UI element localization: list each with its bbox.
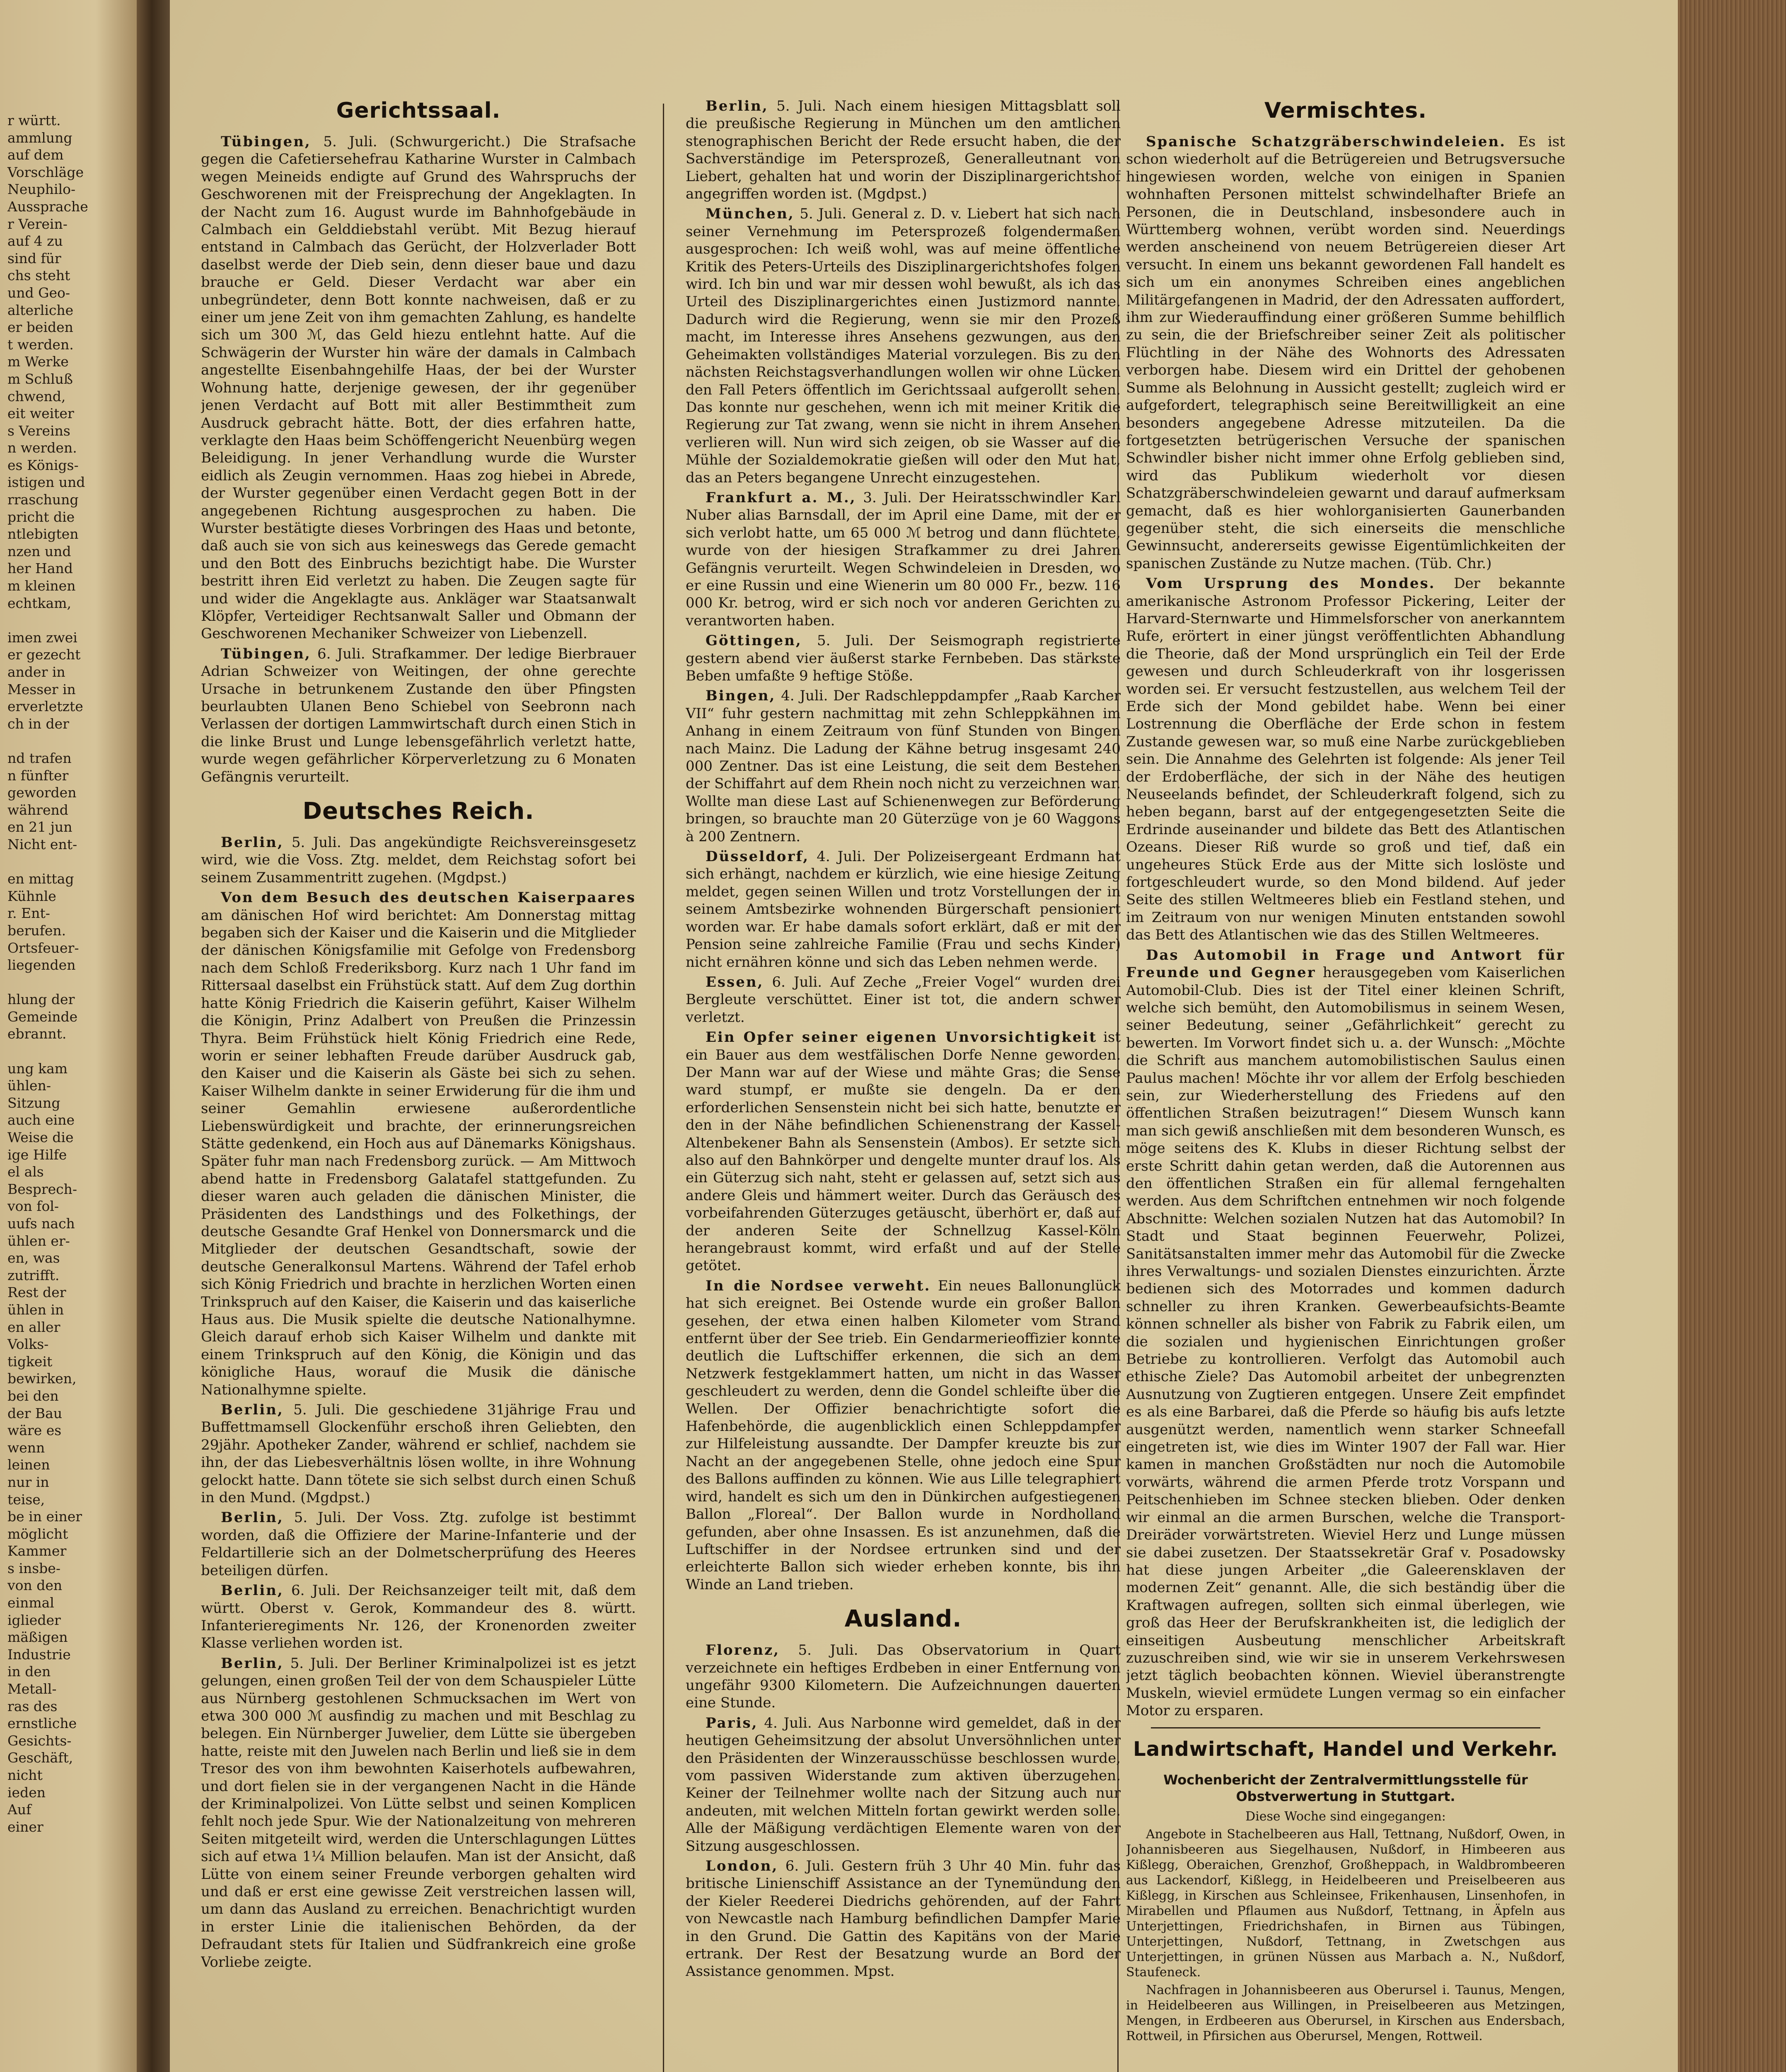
prev-page-line: mäßigen <box>7 1629 68 1646</box>
article <box>201 1582 636 1652</box>
article-dateline: Paris, <box>706 1714 758 1731</box>
prev-page-line: Sitzung <box>7 1094 60 1111</box>
article-text: 4. Juli. Der Radschleppdampfer „Raab Karcher VII“ fuhr gestern nachmittag mit zehn Schleppkähnen im Anhang in einem Zeitraum von fünf Stunden von Bingen nach Mainz. Die Ladung der Kähne betrug insgesamt 240 000 Zentner. Das ist eine Leistung, die seit dem Bestehen der Schiffahrt auf dem Rhein noch nicht zu verzeichnen war. Wollte man diese Last auf Schienenwegen zur Beförderung bringen, so brauchte man 20 Güterzüge von je 60 Waggons à 200 Zentnern. <box>686 687 1121 845</box>
section-heading-landwirtschaft: Landwirtschaft, Handel und Verkehr. <box>1133 1737 1558 1761</box>
prev-page-line: Neuphilo- <box>7 181 76 198</box>
article-text: Ein neues Ballonunglück hat sich ereignet. Bei Ostende wurde ein großer Ballon gesehen, der etwa einen halben Kilometer vom Strand entfernt über der See trieb. Ein Gendarmerieoffizier konnte deutlich die Luftschiffer erkennen, die sich an dem Netzwerk festgeklammert hatten, um nicht in das Wasser geschleudert zu werden, denn die Gondel schleifte über die Wellen. Der Offizier benachrichtigte sofort die Hafenbehörde, die augenblicklich einen Schleppdampfer zur Hilfeleistung aussandte. Der Dampfer kreuzte bis zur Nacht an der angegebenen Stelle, ohne jedoch eine Spur des Ballons auffinden zu können. Wie aus Lille telegraphiert wird, handelt es sich um den in Dünkirchen aufgestiegenen Ballon „Floreal“. Der Ballon wurde in Nordholland gefunden, aber ohne Insassen. Es ist anzunehmen, daß die Luftschiffer in der Nordsee ertrunken sind und der erleichterte Ballon sich wieder erheben konnte, bis ihn Winde an Land trieben. <box>686 1277 1121 1593</box>
article <box>686 687 1121 845</box>
article <box>201 889 636 1399</box>
prev-page-line: Gemeinde <box>7 1008 78 1025</box>
article-text: herausgegeben vom Kaiserlichen Automobil-Club. Dies ist der Titel einer kleinen Schrift, welche sich bemüht, den Automobilismus in seinem Wesen, seiner Bedeutung, seiner „Gefährlichkeit“ gerecht zu bewerten. Im Vorwort findet sich u. a. der Wunsch: „Möchte die Schrift aus manchem automobilistischen Saulus einen Paulus machen! Möchte ihr vor allem der Erfolg beschieden sein, zur Wiederherstellung des Friedens auf den öffentlichen Straßen beizutragen!“ Diesem Wunsch kann man sich gewiß anschließen mit dem besonderen Wunsch, es möge seitens des K. Klubs in dieser Richtung selbst der erste Schritt dahin getan werden, daß die Autorennen aus den öffentlichen Straßen ein für allemal ferngehalten werden. Aus dem Schriftchen entnehmen wir noch folgende Abschnitte: Welchen sozialen Nutzen hat das Automobil? In Stadt und Staat beginnen Feuerwehr, Polizei, Sanitätsanstalten immer mehr das Automobil für die Zwecke ihres Verwaltungs- und sozialen Dienstes einzurichten. Ärzte bedienen sich des Motorrades und kommen dadurch schneller zu ihren Kranken. Gewerbeaufsichts-Beamte können schneller als bisher von Fabrik zu Fabrik eilen, um die sozialen und hygienischen Einrichtungen großer Betriebe zu kontrollieren. Verfolgt das Automobil auch ethische Ziele? Das Automobil arbeitet der unbegrenzten Ausnutzung von Zugtieren entgegen. Unsere Zeit empfindet es als eine Barbarei, daß die Pferde so häufig bis aufs letzte ausgenützt werden, namentlich wenn starker Schneefall eingetreten ist, wie dies im Winter 1907 der Fall war. Hier kamen in manchen Großstädten nur noch die Automobile vorwärts, während die armen Pferde trotz Vorspann und Peitschenhieben im Schnee stecken blieben. Oder denken wir einmal an die armen Burschen, welche die Transport-Dreiräder vorwärtstreten. Wieviel Herz und Lunge müssen sie dabei zusetzen. Der Staatssekretär Graf v. Posadowsky hat diese jungen Arbeiter „die Galeerensklaven der modernen Zeit“ genannt. Alle, die sich beständig über die Kraftwagen aufregen, sollten sich einmal überlegen, wie groß das Heer der Berufskrankheiten ist, die lediglich der einseitigen Ausbeutung menschlicher Arbeitskraft zuzuschreiben sind, wie wir sie in unserem Verkehrswesen jetzt täglich beobachten können. Wieviel überanstrengte Muskeln, wieviel ermüdete Lungen vermag so ein einfacher Motor zu ersparen. <box>1126 964 1565 1719</box>
prev-page-line: tigkeit <box>7 1353 53 1370</box>
prev-page-line: ung kam <box>7 1060 68 1077</box>
article-text: 6. Juli. Gestern früh 3 Uhr 40 Min. fuhr das britische Linienschiff Assistance an der Tynemündung den der Kieler Reederei Diedrichs gehörenden, auf der Fahrt von Newcastle nach Hamburg befindlichen Dampfer Marie in den Grund. Die Gattin des Kapitäns von der Marie ertrank. Der Rest der Besatzung wurde an Bord der Assistance genommen. Mpst. <box>686 1858 1121 1980</box>
prev-page-line <box>7 612 137 629</box>
prev-page-line: Industrie <box>7 1646 71 1663</box>
article <box>686 973 1121 1026</box>
article <box>201 1401 636 1506</box>
article-text: 5. Juli. Das angekündigte Reichsvereinsgesetz wird, wie die Voss. Ztg. meldet, dem Reichstag sofort bei seinem Zusammentritt zugehen. (Mgdpst.) <box>201 834 636 886</box>
prev-page-line: leinen <box>7 1457 50 1473</box>
prev-page-line: während <box>7 801 68 818</box>
article-text: 5. Juli. Der Voss. Ztg. zufolge ist bestimmt worden, daß die Offiziere der Marine-Infanterie und der Feldartillerie sich an der Dolmetscherprüfung des Heeres beteiligen dürfen. <box>201 1509 636 1579</box>
article-text: 6. Juli. Strafkammer. Der ledige Bierbrauer Adrian Schweizer von Weitingen, der ohne gerechte Ursache in betrunkenem Zustande den über Pfingsten beurlaubten Ulanen Beno Schiebel von Seebronn nach Verlassen der dortigen Lammwirtschaft durch einen Stich in die linke Brust und Lunge lebensgefährlich verletzt hatte, wurde wegen gefährlicher Körperverletzung zu 6 Monaten Gefängnis verurteilt. <box>201 645 636 785</box>
article-list <box>686 97 1121 1593</box>
article <box>686 97 1121 203</box>
article <box>686 489 1121 629</box>
prev-page-line: ieden <box>7 1784 46 1801</box>
article-list <box>686 1641 1121 1980</box>
article-dateline: Tübingen, <box>221 645 311 662</box>
prev-page-line: en 21 jun <box>7 819 73 835</box>
prev-page-line: der Bau <box>7 1405 63 1421</box>
article-text: 4. Juli. Aus Narbonne wird gemeldet, daß in der heutigen Geheimsitzung der absolut Unversöhnlichen unter den Präsidenten der Winzerausschüsse beschlossen wurde, vom passiven Widerstande zum aktiven überzugehen. Keiner der Teilnehmer wollte nach der Sitzung auch nur andeuten, mit welchen Mitteln fortan gewirkt werden solle. Alle der Mäßigung verdächtigen Elemente waren von der Sitzung ausgeschlossen. <box>686 1714 1121 1854</box>
prev-page-line: sind für <box>7 250 61 266</box>
prev-page-line: Volks- <box>7 1336 49 1353</box>
article-text: 5. Juli. Nach einem hiesigen Mittagsblatt soll die preußische Regierung in München um den amtlichen stenographischen Bericht der Rede ersucht haben, die der Sachverständige im Petersprozeß, Generalleutnant von Liebert, gehalten hat und worin der Disziplinargerichtshof angegriffen worden ist. (Mgdpst.) <box>686 98 1121 203</box>
article <box>686 1641 1121 1712</box>
article-dateline: Berlin, <box>706 98 769 114</box>
prev-page-line: er beiden <box>7 319 73 336</box>
prev-page-line: n werden. <box>7 440 77 456</box>
section-heading-gerichtssaal: Gerichtssaal. <box>336 98 501 123</box>
article <box>201 645 636 786</box>
book-page-edge <box>1678 0 1786 2072</box>
prev-page-line: Kühnle <box>7 888 56 904</box>
prev-page-line: geworden <box>7 784 77 801</box>
prev-page-line: wäre es <box>7 1422 62 1439</box>
prev-page-line: iglieder <box>7 1612 61 1628</box>
market-offers: Angebote in Stachelbeeren aus Hall, Tettnang, Nußdorf, Owen, in Johannisbeeren aus Siegelhausen, Nußdorf, in Himbeeren aus Kißlegg, Oberaichen, Grenzhof, Großheppach, in Waldbrombeeren aus Lackendorf, Kißlegg, in Heidelbeeren und Preiselbeeren aus Kißlegg, in Kirschen aus Schleinsee, Frikenhausen, Linsenhofen, in Mirabellen und Pflaumen aus Nußdorf, Tettnang, in Äpfeln aus Unterjettingen, Friedrichshafen, in Birnen aus Tübingen, Unterjettingen, Nußdorf, Tettnang, in Zwetschgen aus Unterjettingen, in grünen Nüssen aus Marbach a. N., Nußdorf, Staufeneck. <box>1126 1827 1565 1980</box>
prev-page-line: imen zwei <box>7 629 77 646</box>
prev-page-line: Vorschläge <box>7 164 84 180</box>
article-text: 3. Juli. Der Heiratsschwindler Karl Nuber alias Barnsdall, der im April eine Dame, mit der er sich verlobt hatte, um 65 000 ℳ betrog und dann flüchtete, wurde von der hiesigen Strafkammer zu drei Jahren Gefängnis verurteilt. Wegen Schwindeleien in Dresden, wo er eine Russin und eine Wienerin um 80 000 Fr., bezw. 116 000 Kr. betrog, wird er sich noch vor anderen Gerichten zu verantworten haben. <box>686 489 1121 629</box>
prev-page-line: echtkam, <box>7 595 71 611</box>
section-heading-deutsches-reich: Deutsches Reich. <box>302 798 534 825</box>
article <box>201 834 636 886</box>
prev-page-line: Nicht ent- <box>7 836 77 852</box>
prev-page-line: ühlen in <box>7 1301 64 1318</box>
prev-page-line: ntlebigten <box>7 526 79 542</box>
article-dateline: Das Automobil in Frage und Antwort für Freunde und Gegner <box>1126 946 1565 981</box>
article-dateline: Florenz, <box>706 1642 780 1659</box>
article-text: 5. Juli. General z. D. v. Liebert hat sich nach seiner Vernehmung im Petersprozeß folgendermaßen ausgesprochen: Ich weiß wohl, was auf meine öffentliche Kritik des Peters-Urteils des Disziplinargerichtshofes folgen wird. Ich bin und war mir dessen wohl bewußt, als ich das Urteil des Disziplinargerichtes einen Justizmord nannte. Dadurch wird die Regierung, wenn sie mir den Prozeß macht, im Interesse ihres Ansehens gezwungen, aus den Geheimakten vollständiges Material vorzulegen. Bis zu den nächsten Reichstagsverhandlungen wollen wir ohne Lücken den Fall Peters öffentlich im Gerichtssaal aufgerollt sehen. Das konnte nur geschehen, wenn ich mit meiner Kritik die Regierung zur Tat zwang, wenn sie nicht in ihrem Ansehen verlieren will. Nun wird sich zeigen, ob sie Wasser auf die Mühle der Sozialdemokratie gießen will oder den Mut hat, das an Peters begangene Unrecht einzugestehen. <box>686 206 1121 486</box>
column-3 <box>1126 97 1565 2072</box>
article <box>686 205 1121 487</box>
prev-page-line <box>7 732 137 750</box>
prev-page-line: erverletzte <box>7 698 83 715</box>
article <box>201 1655 636 1971</box>
article-text: 5. Juli. Der Seismograph registrierte gestern abend vier äußerst starke Fernbeben. Das stärkste Beben umfaßte 9 heftige Stöße. <box>686 632 1121 684</box>
prev-page-line: r. Ent- <box>7 905 50 922</box>
article-dateline: Berlin, <box>221 1509 284 1526</box>
article-text: 4. Juli. Der Polizeisergeant Erdmann hat sich erhängt, nachdem er kürzlich, wie eine hiesige Zeitung meldet, gegen seinen Willen und trotz Vorstellungen der in seinem Amtsbezirke wohnenden Bürgerschaft pensioniert worden war. Er habe damals sofort erklärt, daß er mit der Pension seine zahlreiche Familie (Frau und sechs Kinder) nicht ernähren könne und sich das Leben nehmen werde. <box>686 848 1121 971</box>
prev-page-line: bewirken, <box>7 1370 77 1387</box>
prev-page-line: von den <box>7 1577 63 1594</box>
prev-page-line: n fünfter <box>7 767 69 784</box>
article-dateline: Bingen, <box>706 687 776 704</box>
prev-page-line: Kammer <box>7 1543 67 1559</box>
prev-page-line: ander in <box>7 664 65 680</box>
prev-page-line: r Verein- <box>7 215 68 232</box>
prev-page-line: t werden. <box>7 336 74 353</box>
prev-page-line: in den <box>7 1663 51 1680</box>
article-dateline: Berlin, <box>221 1402 284 1418</box>
article-dateline: Essen, <box>706 973 764 990</box>
article <box>201 1509 636 1579</box>
prev-page-line: Besprech- <box>7 1181 77 1197</box>
prev-page-line: uufs nach <box>7 1215 75 1232</box>
article-dateline: Berlin, <box>221 1582 284 1599</box>
column-1 <box>201 97 636 2072</box>
prev-page-line: hlung der <box>7 991 75 1008</box>
article-dateline: London, <box>706 1858 778 1874</box>
article-dateline: Göttingen, <box>706 632 802 649</box>
prev-page-line: einer <box>7 1818 44 1835</box>
article <box>686 1714 1121 1855</box>
prev-page-line: s insbe- <box>7 1560 60 1576</box>
article <box>686 1277 1121 1593</box>
article <box>1126 946 1565 1720</box>
article-list <box>201 133 636 786</box>
prev-page-line: ernstliche <box>7 1715 77 1732</box>
article-dateline: Tübingen, <box>221 133 311 150</box>
prev-page-line: wenn <box>7 1439 45 1456</box>
market-report-title: Wochenbericht der Zentralvermittlungsstelle für Obstverwertung in Stuttgart. <box>1163 1772 1528 1804</box>
article-dateline: Vom Ursprung des Mondes. <box>1146 575 1436 592</box>
market-intro: Diese Woche sind eingegangen: <box>1245 1809 1446 1824</box>
article-list <box>201 834 636 1971</box>
article-text: 5. Juli. Das Observatorium in Quart verzeichnete ein heftiges Erdbeben in einer Entfernung von ungefähr 9300 Kilometern. Die Aufzeichnungen dauerten eine Stunde. <box>686 1642 1121 1711</box>
prev-page-line: her Hand <box>7 560 73 577</box>
article-dateline: München, <box>706 206 795 223</box>
prev-page-line: möglicht <box>7 1525 68 1542</box>
prev-page-line: nd trafen <box>7 750 72 766</box>
article-dateline: In die Nordsee verweht. <box>706 1277 931 1294</box>
article-dateline: Frankfurt a. M., <box>706 489 856 506</box>
prev-page-line: Geschäft, <box>7 1750 73 1766</box>
prev-page-line: en aller <box>7 1319 60 1335</box>
article-dateline: Von dem Besuch des deutschen Kaiserpaares <box>221 889 636 906</box>
prev-page-line: auf dem <box>7 147 64 163</box>
prev-page-line: teise, <box>7 1491 45 1508</box>
prev-page-line: ebrannt. <box>7 1026 67 1042</box>
prev-page-line: zutrifft. <box>7 1267 60 1283</box>
prev-page-line: nur in <box>7 1474 49 1490</box>
prev-page-line: Aussprache <box>7 198 88 215</box>
article <box>686 848 1121 971</box>
article-dateline: Spanische Schatzgräberschwindeleien. <box>1146 133 1506 150</box>
article-text: 6. Juli. Auf Zeche „Freier Vogel“ wurden drei Bergleute verschüttet. Einer ist tot, die andern schwer verletzt. <box>686 973 1121 1026</box>
prev-page-line: bei den <box>7 1387 59 1404</box>
article-dateline: Berlin, <box>221 834 284 851</box>
article-text: Der bekannte amerikanische Astronom Professor Pickering, Leiter der Harvard-Sternwarte und Himmelsforscher von anerkanntem Rufe, erörtert in einer jüngst veröffentlichten Abhandlung die Theorie, daß der Mond ursprünglich ein Teil der Erde gewesen und durch Schleuderkraft von ihr losgerissen worden sei. Er versucht festzustellen, aus welchem Teil der Erde sich der Mond gebildet habe. Wenn bei einer Lostrennung die Oberfläche der Erde schon in festem Zustande gewesen war, so muß eine Narbe zurückgeblieben sein. Die Annahme des Gelehrten ist folgende: Als jener Teil der Erdoberfläche, der sich in der Nähe des heutigen Neuseelands befindet, der Schleuderkraft folgend, sich zu heben begann, barst auf der entgegengesetzten Seite die Erdrinde auseinander und bildete das Bett des Atlantischen Ozeans. Dieser Riß wurde so groß und tief, daß ein ungeheures Stück Erde aus der Mitte sich loslöste und fortgeschleudert wurde, so den Mond bildend. Auf jeder Seite des stillen Weltmeeres blieb ein Festland stehen, und im Zeitraum von nur wenigen Minuten entstanden sowohl das Bett des Atlantischen wie das des Stillen Weltmeeres. <box>1126 575 1565 944</box>
prev-page-line: ras des <box>7 1698 58 1714</box>
market-demand: Nachfragen in Johannisbeeren aus Oberursel i. Taunus, Mengen, in Heidelbeeren aus Willingen, in Preiselbeeren aus Metzingen, Mengen, in Erdbeeren aus Oberursel, in Kirschen aus Endersbach, Rottweil, in Pfirsichen aus Oberursel, Mengen, Rottweil. <box>1126 1982 1565 2043</box>
book-gutter <box>137 0 170 2072</box>
article-text: ist ein Bauer aus dem westfälischen Dorfe Nenne geworden. Der Mann war auf der Wiese und mähte Gras; die Sense ward stumpf, er mußte sie dengeln. Da er den erforderlichen Sensenstein nicht bei sich hatte, benutzte er den in der Nähe befindlichen Schienenstrang der Kassel-Altenbekener Bahn als Sensenstein (Ambos). Er setzte sich also auf den Bahnkörper und dengelte munter drauf los. Als ein Güterzug sich naht, steht er gelassen auf, setzt sich aus andere Gleis und hämmert weiter. Durch das Geräusch des vorbeifahrenden Güterzuges getäuscht, überhört er, daß auf der anderen Seite der Schnellzug Kassel-Köln herangebraust kommt, wird erfaßt und auf der Stelle getötet. <box>686 1029 1121 1274</box>
article <box>1126 133 1565 572</box>
prev-page-line: Messer in <box>7 681 76 697</box>
article-dateline: Ein Opfer seiner eigenen Unvorsichtigkeit <box>706 1029 1097 1046</box>
prev-page-line: m kleinen <box>7 578 76 594</box>
prev-page-line: ch in der <box>7 715 69 732</box>
article-text: 6. Juli. Der Reichsanzeiger teilt mit, daß dem württ. Oberst v. Gerok, Kommandeur des 8. württ. Infanterieregiments Nr. 126, der Kronenorden zweiter Klasse verliehen worden ist. <box>201 1582 636 1652</box>
article-text: 5. Juli. (Schwurgericht.) Die Strafsache gegen die Cafetiersehefrau Katharine Wurster in Calmbach wegen Meineids endigte auf Grund des Wahrspruchs der Geschworenen mit der Freisprechung der Angeklagten. In der Nacht zum 16. August wurde im Bahnhofgebäude in Calmbach ein Gelddiebstahl verübt. Mit Bezug hierauf entstand in Calmbach das Gerücht, der Holzverlader Bott daselbst werde der Dieb sein, denn dieser baue und dazu brauche er Geld. Dieser Verdacht war aber ein unbegründeter, denn Bott konnte nachweisen, daß er zu einer um jene Zeit von ihm gemachten Zahlung, es handelte sich um 300 ℳ, das Geld hiezu entlehnt hatte. Auf die Schwägerin der Wurster hin wäre der damals in Calmbach angestellte Eisenbahngehilfe Haas, der bei der Wurster Wohnung hatte, derjenige gewesen, der ihr gegenüber jenen Verdacht auf Bott mit aller Bestimmtheit zum Ausdruck gebracht hätte. Bott, der dies erfahren hatte, verklagte den Haas beim Schöffengericht Neuenbürg wegen Beleidigung. In jener Verhandlung wurde die Wurster eidlich als Zeugin vernommen. Haas zog hiebei in Abrede, der Wurster gegenüber einen Verdacht gegen Bott in der angegebenen Richtung ausgesprochen zu haben. Die Wurster bestätigte dieses Vorbringen des Haas und betonte, daß auch sie von sich aus keineswegs das Gerede gemacht und den Bott des Einbruchs bezichtigt habe. Die Wurster bestritt ihren Eid verletzt zu haben. Die Zeugen sagte für und wider die Angeklagte aus. Ankläger war Staatsanwalt Klöpfer, Verteidiger Rechtsanwalt Saller und Obmann der Geschworenen Mechaniker Schweizer von Liebenzell. <box>201 133 636 642</box>
column-rule <box>663 104 664 2072</box>
prev-page-line: Weise die <box>7 1129 74 1146</box>
column-2 <box>686 97 1121 2072</box>
prev-page-line <box>7 1043 137 1060</box>
prev-page-line: eit weiter <box>7 405 74 422</box>
prev-page-line: Auf <box>7 1801 31 1818</box>
prev-page-line: nicht <box>7 1767 43 1783</box>
prev-page-line: einmal <box>7 1595 54 1611</box>
prev-page-line: Rest der <box>7 1284 66 1301</box>
prev-page-line: chs steht <box>7 267 70 284</box>
article <box>686 632 1121 685</box>
section-heading-ausland: Ausland. <box>844 1605 962 1633</box>
section-heading-vermischtes: Vermischtes. <box>1264 98 1427 123</box>
prev-page-line: ammlung <box>7 129 73 146</box>
previous-page-fragment <box>0 0 137 2072</box>
prev-page-line: auf 4 zu <box>7 233 63 249</box>
prev-page-line: m Schluß <box>7 370 73 387</box>
prev-page-line: von fol- <box>7 1198 59 1215</box>
prev-page-line: pricht die <box>7 508 75 525</box>
prev-page-line: alterliche <box>7 302 74 318</box>
prev-page-line: liegenden <box>7 957 76 973</box>
prev-page-line <box>7 974 137 991</box>
prev-page-line: und Geo- <box>7 284 70 301</box>
prev-page-line: auch eine <box>7 1112 75 1128</box>
article-list <box>1126 133 1565 1720</box>
prev-page-line <box>7 853 137 871</box>
article-text: 5. Juli. Die geschiedene 31jährige Frau und Buffettmamsell Glockenführ erschoß ihren Geliebten, den 29jähr. Apotheker Zander, während er schlief, nachdem sie ihn, der das Liebesverhältnis lösen wollte, in ihre Wohnung gelockt hatte. Dann tötete sie sich selbst durch einen Schuß in den Mund. (Mgdpst.) <box>201 1402 636 1506</box>
prev-page-line: en, was <box>7 1250 60 1266</box>
prev-page-line: ühlen- <box>7 1077 51 1094</box>
prev-page-line: en mittag <box>7 871 74 887</box>
article-text: 5. Juli. Der Berliner Kriminalpolizei ist es jetzt gelungen, einen großen Teil der von dem Schauspieler Lütte aus Nürnberg gestohlenen Schmucksachen im Wert von etwa 300 000 ℳ ausfindig zu machen und mit Beschlag zu belegen. Ein Nürnberger Juwelier, dem Lütte sie übergeben hatte, reiste mit den Juwelen nach Berlin und ließ sie in dem Tresor des von ihm bewohnten Kaiserhotels aufbewahren, und dort fielen sie in der vergangenen Nacht in die Hände der Kriminalpolizei. Von Lütte selbst und seinen Komplicen fehlt noch jede Spur. Wie der Nationalzeitung von mehreren Seiten mitgeteilt wird, werden die Unterschlagungen Lüttes sich auf etwa 1¼ Million belaufen. Man ist der Ansicht, daß Lütte von einem seiner Freunde verborgen gehalten wird und daß er erst eine gewisse Zeit verstreichen lassen will, um dann das Ausland zu erreichen. Benachrichtigt wurden in erster Linie die italienischen Behörden, da der Defraudant stets für Italien und Südfrankreich eine große Vorliebe zeigte. <box>201 1655 636 1970</box>
article <box>1126 575 1565 944</box>
prev-page-line: es Königs- <box>7 457 79 473</box>
prev-page-line: er gezecht <box>7 646 81 663</box>
prev-page-line: ühlen er- <box>7 1232 70 1249</box>
prev-page-line: ige Hilfe <box>7 1146 67 1163</box>
prev-page-line: rraschung <box>7 491 79 508</box>
article <box>686 1029 1121 1275</box>
prev-page-line: istigen und <box>7 474 85 491</box>
prev-page-line: chwend, <box>7 388 66 404</box>
prev-page-line: el als <box>7 1164 44 1180</box>
article-dateline: Berlin, <box>221 1655 284 1672</box>
prev-page-line: Metall- <box>7 1681 57 1697</box>
prev-page-line: r württ. <box>7 112 61 128</box>
article-text: am dänischen Hof wird berichtet: Am Donnerstag mittag begaben sich der Kaiser und die Kaiserin und die Mitglieder der dänischen Königsfamilie mit Gefolge von Fredensborg nach dem Schloß Frederiksborg. Kurz nach 1 Uhr fand im Rittersaal daselbst ein Frühstück statt. Auf dem Zug dorthin hatte König Friedrich die Kaiserin geführt, Kaiser Wilhelm die Königin, Prinz Adalbert von Preußen die Prinzessin Thyra. Beim Frühstück hielt König Friedrich eine Rede, worin er seiner lebhaften Freude darüber Ausdruck gab, den Kaiser und die Kaiserin als Gäste bei sich zu sehen. Kaiser Wilhelm dankte in seiner Erwiderung für die ihm und seiner Gemahlin erwiesene außerordentliche Liebenswürdigkeit und brachte, der erinnerungsreichen Stätte gedenkend, ein Hoch aus auf Dänemarks Königshaus. Später fuhr man nach Fredensborg zurück. — Am Mittwoch abend hatte in Fredensborg Galatafel stattgefunden. Zu dieser waren auch geladen die dänischen Minister, die Präsidenten des Landsthings und des Folkethings, der deutsche Gesandte Graf Henkel von Donnersmarck und die Mitglieder der deutschen Gesandtschaft, sowie der deutsche Generalkonsul Martens. Während der Tafel erhob sich König Friedrich und brachte in herzlichen Worten einen Trinkspruch auf den Kaiser, die Kaiserin und das kaiserliche Haus aus. Die Musik spielte die deutsche Nationalhymne. Gleich darauf erhob sich Kaiser Wilhelm und dankte mit einem Trinkspruch auf den König, die Königin und das königliche Haus, worauf die Musik die dänische Nationalhymne spielte. <box>201 907 636 1398</box>
prev-page-line: nzen und <box>7 543 71 559</box>
article-dateline: Düsseldorf, <box>706 848 810 865</box>
prev-page-line: be in einer <box>7 1508 82 1525</box>
article <box>201 133 636 643</box>
prev-page-line: m Werke <box>7 353 69 370</box>
article-text: Es ist schon wiederholt auf die Betrügereien und Betrugsversuche hingewiesen worden, welche von einigen in Spanien wohnhaften Personen mittelst schwindelhafter Briefe an Personen, die in Deutschland, insbesondere auch in Württemberg wohnen, verübt worden sind. Neuerdings werden anscheinend von neuem Betrügereien dieser Art versucht. In einem uns bekannt gewordenen Fall handelt es sich um ein anonymes Schreiben eines angeblichen Militärgefangenen in Madrid, der den Adressaten auffordert, ihm zur Wiederauffindung einer größeren Summe behilflich zu sein, die der Briefschreiber seiner Zeit als politischer Flüchtling in der Nähe des Wohnorts des Adressaten verborgen habe. Diesem wird ein Drittel der gehobenen Summe als Belohnung in Aussicht gestellt; zugleich wird er aufgefordert, telegraphisch seine Bereitwilligkeit an eine besonders angegebene Adresse mitzuteilen. Da die fortgesetzten betrügerischen Versuche der spanischen Schwindler bisher nicht immer ohne Erfolg geblieben sind, wird das Publikum wiederholt vor diesen Schatzgräberschwindeleien gewarnt und darauf aufmerksam gemacht, daß es hier wohlorganisierten Gaunerbanden gegenüber steht, die sich einerseits die menschliche Gewinnsucht, andererseits gewisse Eigentümlichkeiten der spanischen Zustände zu Nutze machen. (Tüb. Chr.) <box>1126 133 1565 572</box>
prev-page-line: berufen. <box>7 922 66 939</box>
article <box>686 1857 1121 1980</box>
prev-page-line: s Vereins <box>7 422 70 439</box>
section-divider <box>1151 1727 1540 1728</box>
prev-page-line: Ortsfeuer- <box>7 939 79 956</box>
prev-page-line: Gesichts- <box>7 1732 72 1749</box>
